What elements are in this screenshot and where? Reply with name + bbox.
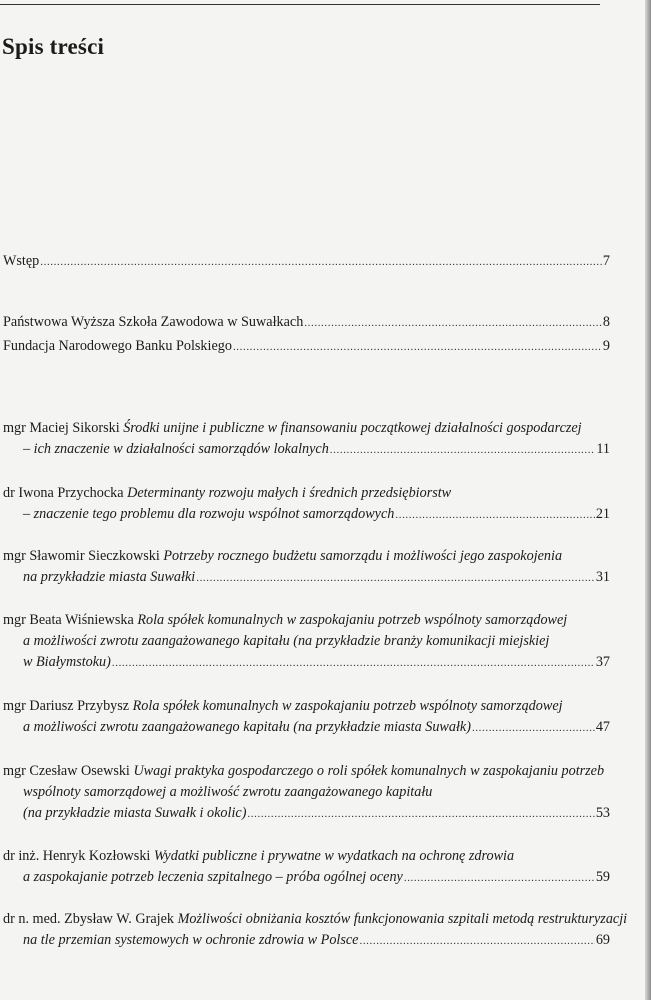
toc-entry-osewski[interactable]	[3, 761, 610, 824]
page-number: 31	[595, 569, 610, 585]
dot-leader	[247, 804, 594, 825]
dot-leader	[40, 252, 602, 273]
entry-title-continued: (na przykładzie miasta Suwałk i okolic)	[23, 805, 247, 821]
toc-entry-kozlowski[interactable]	[3, 846, 610, 888]
entry-author: mgr Beata Wiśniewska	[3, 612, 134, 628]
page-edge-shadow	[645, 0, 651, 1000]
entry-title-continued: a zaspokajanie potrzeb leczenia szpitalnego – próba ogólnej oceny	[23, 869, 403, 885]
toc-entry-sieczkowski[interactable]	[3, 546, 610, 588]
toc-entry-introduction[interactable]	[3, 251, 610, 272]
entry-author: mgr Czesław Osewski	[3, 763, 130, 779]
page-number: 7	[602, 253, 610, 269]
page-number: 9	[602, 338, 610, 354]
entry-title: Fundacja Narodowego Banku Polskiego	[3, 338, 232, 354]
page-number: 53	[595, 805, 610, 821]
entry-title-continued: a możliwości zwrotu zaangażowanego kapitału (na przykładzie miasta Suwałk)	[23, 719, 471, 735]
page-number: 37	[595, 654, 610, 670]
entry-title-continued: na przykładzie miasta Suwałki	[23, 569, 196, 585]
entry-author: mgr Dariusz Przybysz	[3, 698, 130, 714]
dot-leader	[395, 505, 594, 526]
page-number: 47	[595, 719, 610, 735]
entry-title-continued: na tle przemian systemowych w ochronie zdrowia w Polsce	[23, 932, 359, 948]
page-number: 21	[595, 506, 610, 522]
dot-leader	[112, 653, 595, 674]
toc-entry-przybysz[interactable]	[3, 696, 610, 738]
entry-title: Wstęp	[3, 253, 40, 269]
entry-author: dr Iwona Przychocka	[3, 485, 124, 501]
page-title: Spis treści	[2, 34, 105, 59]
page-number: 8	[602, 314, 610, 330]
entry-title: Środki unijne i publiczne w finansowaniu początkowej działalności gospodarczej	[123, 420, 582, 436]
dot-leader	[330, 440, 596, 461]
toc-entry-przychocka[interactable]	[3, 483, 610, 525]
entry-title: Państwowa Wyższa Szkoła Zawodowa w Suwałkach	[3, 314, 304, 330]
entry-title-continued: w Białymstoku)	[23, 654, 111, 670]
page-number: 11	[596, 441, 610, 457]
top-rule	[0, 4, 600, 5]
page-number: 69	[595, 932, 610, 948]
dot-leader	[304, 313, 602, 334]
dot-leader	[472, 718, 595, 739]
entry-title-continued: – znaczenie tego problemu dla rozwoju wspólnot samorządowych	[23, 506, 395, 522]
entry-title: Rola spółek komunalnych w zaspokajaniu potrzeb wspólnoty samorządowej	[132, 698, 563, 714]
entry-author: mgr Sławomir Sieczkowski	[3, 548, 160, 564]
entry-title: Możliwości obniżania kosztów funkcjonowania szpitali metodą restrukturyzacji	[177, 911, 628, 927]
entry-title: Wydatki publiczne i prywatne w wydatkach na ochronę zdrowia	[153, 848, 515, 864]
dot-leader	[359, 931, 594, 952]
entry-title-continued: – ich znaczenie w działalności samorządów lokalnych	[23, 441, 329, 457]
toc-entry-sikorski[interactable]	[3, 418, 610, 460]
entry-title: Rola spółek komunalnych w zaspokajaniu potrzeb wspólnoty samorządowej	[137, 612, 568, 628]
toc-entry-pwsz[interactable]	[3, 312, 610, 333]
toc-entry-grajek[interactable]	[3, 909, 628, 951]
dot-leader	[196, 568, 595, 589]
entry-title: Determinanty rozwoju małych i średnich przedsiębiorstw	[127, 485, 452, 501]
entry-author: mgr Maciej Sikorski	[3, 420, 120, 436]
entry-author: dr inż. Henryk Kozłowski	[3, 848, 151, 864]
toc-entry-wisniewska[interactable]	[3, 610, 610, 673]
dot-leader	[404, 868, 595, 889]
dot-leader	[233, 337, 602, 358]
entry-title-continued: wspólnoty samorządowej a możliwość zwrotu zaangażowanego kapitału	[23, 784, 433, 800]
entry-author: dr n. med. Zbysław W. Grajek	[3, 911, 175, 927]
entry-title-continued: a możliwości zwrotu zaangażowanego kapitału (na przykładzie branży komunikacji miejskiej	[23, 633, 550, 649]
entry-title: Potrzeby rocznego budżetu samorządu i możliwości jego zaspokojenia	[163, 548, 563, 564]
page-number: 59	[595, 869, 610, 885]
toc-entry-fnbp[interactable]	[3, 336, 610, 357]
entry-title: Uwagi praktyka gospodarczego o roli spółek komunalnych w zaspokajaniu potrzeb	[133, 763, 605, 779]
